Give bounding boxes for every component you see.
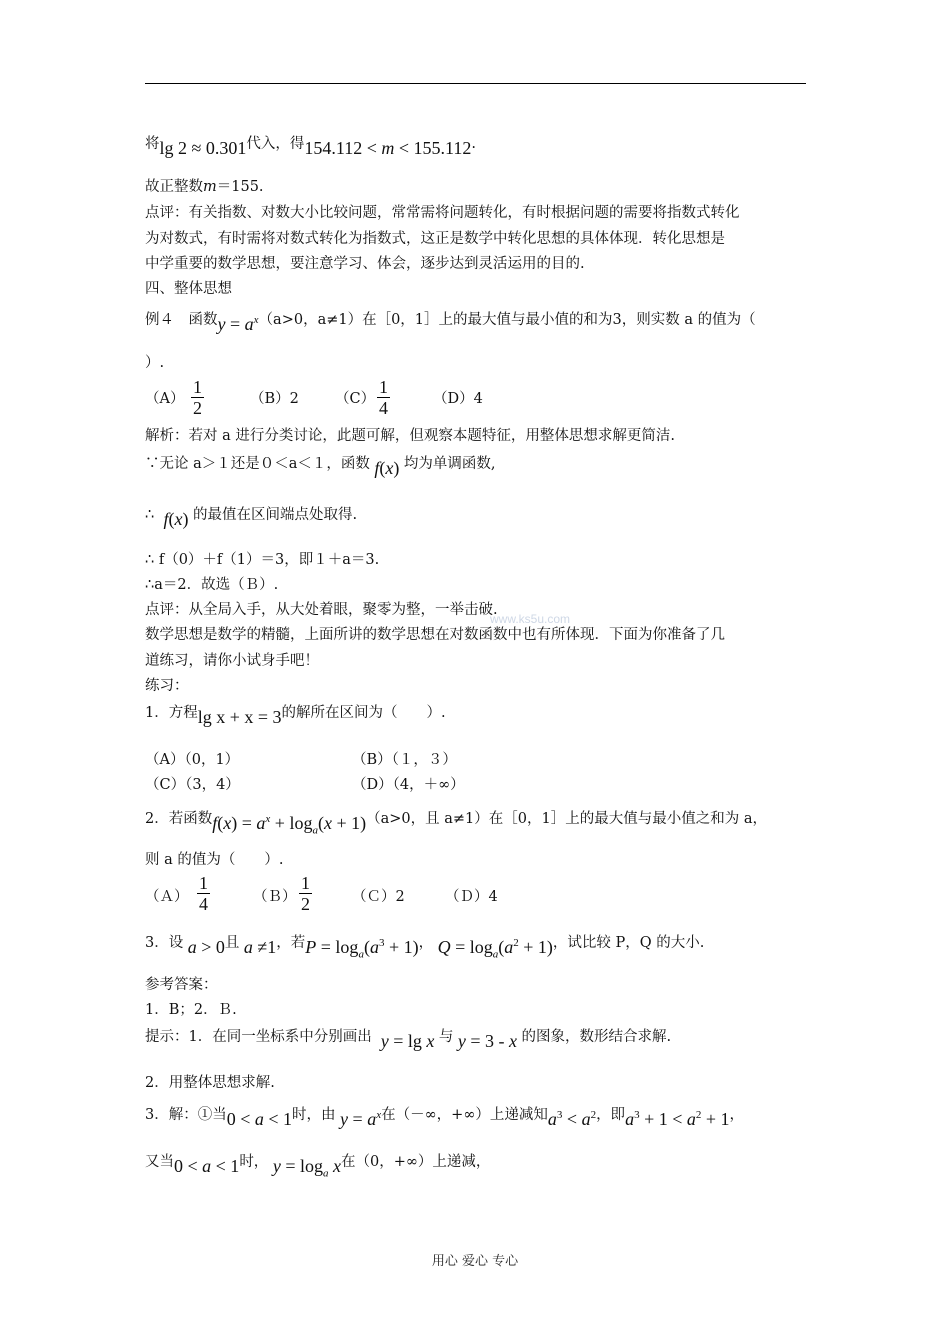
example-4-end: ）. xyxy=(145,355,165,371)
math-y-3-x: y = 3 - x xyxy=(457,1031,518,1051)
math-Q-def: $Q = \log_a(a^2 + 1)$ xyxy=(437,937,553,961)
answer-1: 1．B；2．Ｂ. xyxy=(145,1002,237,1018)
math-a3-lt-a2: $a^3 < a^2$ xyxy=(547,1109,597,1129)
example-4: 例４ 函数$y = a^x(a>0$，a≠1）在［0，1］上的最大值与最小值的和为3，则实数 a 的值为（ xyxy=(145,312,756,334)
math-y-ax-2: $y = a^x$ xyxy=(340,1109,382,1129)
comment-2: 点评：从全局入手，从大处着眼，聚零为整，一举击破. xyxy=(145,602,498,618)
answer-3: 3．解：①当0 < a < 1时，由 $y = a^x$在（－∞，+∞）上递减知$a^3 < a^2$，即$a^3 + 1 < a^2 + 1$， xyxy=(145,1107,745,1129)
text-line-result: 故正整数m＝155. xyxy=(145,179,264,195)
text-line-substitution: 将lg 2 ≈ 0.301代入，得154.112 < m < 155.112. xyxy=(145,136,476,158)
practice-title: 练习： xyxy=(145,678,189,694)
math-lgx-eq: lg x + x = 3 xyxy=(197,707,282,727)
fraction-one-quarter: $\frac{1}{4}$ xyxy=(379,377,388,418)
page-footer: 用心 爱心 专心 xyxy=(431,1254,519,1269)
section-heading: 四、整体思想 xyxy=(145,281,232,297)
math-fx: f(x) xyxy=(374,458,404,478)
answers-title: 参考答案： xyxy=(145,977,218,993)
hint-line: 提示：1．在同一坐标系中分别画出 y = lg x 与 y = 3 - x 的图象，数形结合求解. xyxy=(145,1029,672,1051)
math-y-lgx: y = lg x xyxy=(380,1031,435,1051)
math-0-a-1: 0 < a < 1 xyxy=(226,1109,293,1129)
answer-2: 2．用整体思想求解. xyxy=(145,1075,275,1091)
math-a-ne-1: a ≠1 xyxy=(243,937,277,957)
analysis-line-1: 解析：若对 a 进行分类讨论，此题可解，但观察本题特征，用整体思想求解更简洁. xyxy=(145,428,675,444)
comment-line-1: 点评：有关指数、对数大小比较问题，常常需将问题转化，有时根据问题的需要将指数式转化 xyxy=(145,205,740,221)
question-3: 3．设 a > 0且 a ≠1，若$P = \log_a(a^3 + 1)$， $Q = \log_a(a^2 + 1)$，试比较 P，Q 的大小. xyxy=(145,927,704,959)
header-rule xyxy=(145,83,806,84)
math-fx-2: f(x) xyxy=(163,509,193,529)
math-lg2: lg 2 ≈ 0.301 xyxy=(159,138,247,158)
analysis-line-3: ∴ f(x) 的最值在区间端点处取得. xyxy=(145,507,358,529)
math-y-logax: $y = \log_a x$ xyxy=(272,1156,341,1180)
math-P-def: $P = \log_a(a^3 + 1)$ xyxy=(305,937,419,961)
question-1: 1．方程lg x + x = 3的解所在区间为（ ）. xyxy=(145,705,446,727)
summary-line-1: 数学思想是数学的精髓，上面所讲的数学思想在对数函数中也有所体现．下面为你准备了几 xyxy=(145,627,725,643)
comment-line-3: 中学重要的数学思想，要注意学习、体会，逐步达到灵活运用的目的. xyxy=(145,256,585,272)
question-2: 2．若函数$f(x) = a^x + \log_a(x + 1)(a>0$，且 a≠1）在［0，1］上的最大值与最小值之和为 a， xyxy=(145,803,767,835)
summary-line-2: 道练习，请你小试身手吧！ xyxy=(145,653,319,669)
comment-line-2: 为对数式，有时需将对数式转化为指数式，这正是数学中转化思想的具体体现．转化思想是 xyxy=(145,231,725,247)
analysis-line-2: ∵无论 a＞１还是０＜a＜１，函数 f(x) 均为单调函数, xyxy=(145,456,496,478)
math-y-ax: $y = a^x$ xyxy=(217,314,259,334)
analysis-line-5: ∴a＝2．故选（Ｂ）. xyxy=(145,577,279,593)
fraction-q2-a: $\frac{1}{4}$ xyxy=(199,873,208,914)
math-inequality: 154.112 < m < 155.112 xyxy=(304,138,472,158)
math-0-a-1-2: 0 < a < 1 xyxy=(174,1156,240,1176)
analysis-line-4: ∴ f（0）＋f（1）＝3，即１＋a＝3. xyxy=(145,552,380,568)
answer-3-continued: 又当0 < a < 1时， $y = \log_a x$在（0，+∞）上递减， xyxy=(145,1150,490,1178)
math-fx-def: $f(x) = a^x + \log_a(x + 1)$ xyxy=(212,813,367,837)
math-a-gt-0: a > 0 xyxy=(187,937,225,957)
fraction-q2-b: $\frac{1}{2}$ xyxy=(301,873,310,914)
fraction-one-half: $\frac{1}{2}$ xyxy=(193,377,202,418)
question-2-end: 则 a 的值为（ ）. xyxy=(145,852,284,868)
watermark: www.ks5u.com xyxy=(490,612,571,626)
math-a3p1-lt-a2p1: $a^3 + 1 < a^2 + 1$ xyxy=(625,1109,730,1129)
